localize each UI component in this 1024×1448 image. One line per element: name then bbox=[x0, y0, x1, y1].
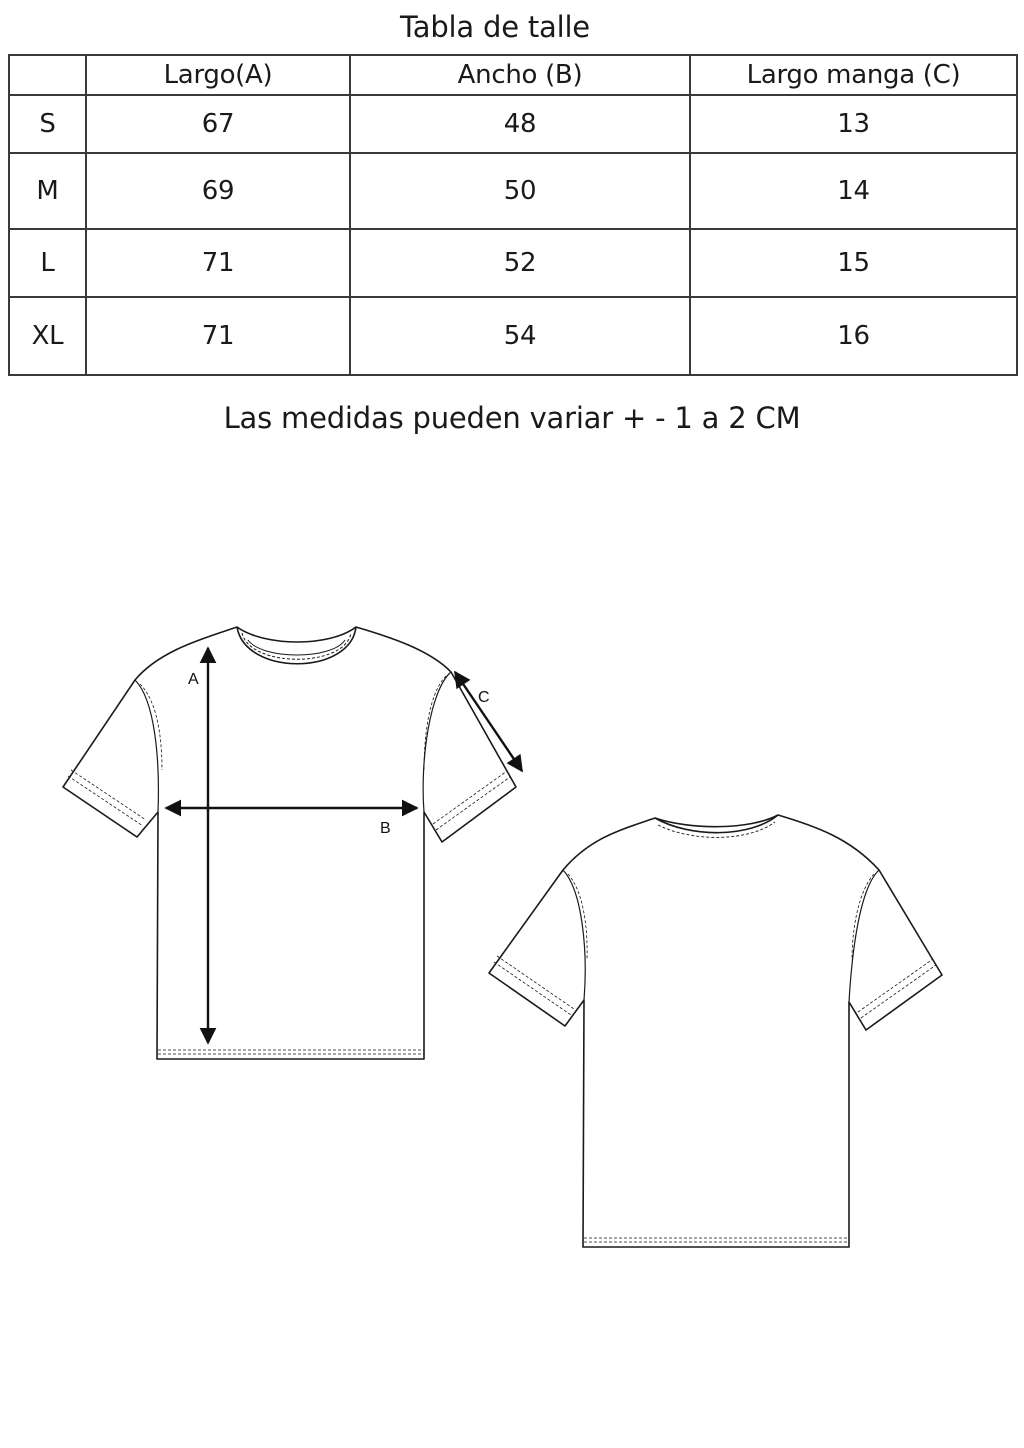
header-cell-largo: Largo(A) bbox=[86, 55, 350, 95]
label-a: A bbox=[188, 671, 199, 688]
page-title: Tabla de talle bbox=[400, 10, 590, 44]
manga-cell: 15 bbox=[690, 229, 1017, 297]
manga-cell: 13 bbox=[690, 95, 1017, 153]
label-c: C bbox=[478, 689, 490, 706]
largo-cell: 71 bbox=[86, 229, 350, 297]
label-b: B bbox=[380, 820, 391, 837]
size-cell: L bbox=[9, 229, 86, 297]
ancho-cell: 52 bbox=[350, 229, 690, 297]
largo-cell: 71 bbox=[86, 297, 350, 375]
front-shirt-outline bbox=[63, 627, 516, 1059]
ancho-cell: 50 bbox=[350, 153, 690, 229]
largo-cell: 67 bbox=[86, 95, 350, 153]
largo-cell: 69 bbox=[86, 153, 350, 229]
manga-cell: 16 bbox=[690, 297, 1017, 375]
tshirt-back-diagram bbox=[489, 815, 942, 1247]
header-cell-manga: Largo manga (C) bbox=[690, 55, 1017, 95]
manga-cell: 14 bbox=[690, 153, 1017, 229]
size-cell: XL bbox=[9, 297, 86, 375]
ancho-cell: 48 bbox=[350, 95, 690, 153]
size-cell: M bbox=[9, 153, 86, 229]
front-collar bbox=[237, 627, 356, 664]
arrow-c bbox=[455, 672, 522, 771]
back-collar bbox=[655, 815, 778, 833]
size-cell: S bbox=[9, 95, 86, 153]
back-shirt-outline bbox=[489, 815, 942, 1247]
header-cell-ancho: Ancho (B) bbox=[350, 55, 690, 95]
measurement-note: Las medidas pueden variar + - 1 a 2 CM bbox=[223, 401, 801, 435]
ancho-cell: 54 bbox=[350, 297, 690, 375]
